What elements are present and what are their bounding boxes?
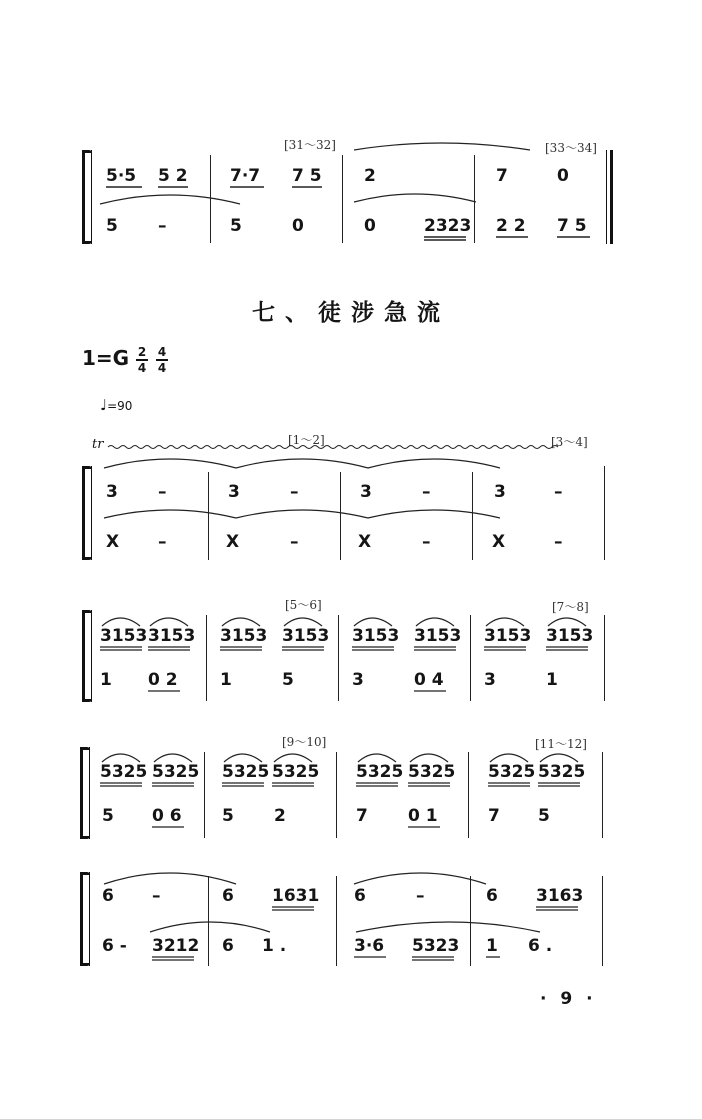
note: 3 xyxy=(360,482,372,502)
note: 7 xyxy=(496,166,508,186)
note: – xyxy=(290,532,299,552)
note: X xyxy=(492,532,506,552)
note: – xyxy=(290,482,299,502)
rehearsal-mark-7-8: [7～8] xyxy=(552,600,589,614)
section-title: 七、徒涉急流 xyxy=(252,300,450,326)
note: 3153 xyxy=(352,626,400,646)
slur xyxy=(490,754,528,762)
slur xyxy=(100,195,240,204)
note: 7·7 xyxy=(230,166,261,186)
note: – xyxy=(158,216,167,236)
note: 0 4 xyxy=(414,670,444,690)
rehearsal-mark-5-6: [5～6] xyxy=(285,598,322,612)
note: X xyxy=(106,532,120,552)
note: 7 5 xyxy=(557,216,587,236)
note: 3 xyxy=(228,482,240,502)
slur xyxy=(274,754,312,762)
note: 5325 xyxy=(152,762,200,782)
note: 6 xyxy=(354,886,366,906)
note: 5 xyxy=(222,806,234,826)
note: 1 xyxy=(220,670,232,690)
rehearsal-mark-1-2: [1～2] xyxy=(288,433,325,447)
page-number: · 9 · xyxy=(540,989,597,1009)
slur xyxy=(354,194,476,202)
slur xyxy=(102,754,140,762)
time-sig-numerator: 4 xyxy=(157,345,167,359)
note: – xyxy=(422,532,431,552)
slur xyxy=(358,754,396,762)
time-sig-denominator: 4 xyxy=(137,361,147,375)
note: 5325 xyxy=(272,762,320,782)
note: 1 xyxy=(100,670,112,690)
slur xyxy=(224,754,262,762)
slur xyxy=(104,459,236,468)
slur xyxy=(284,618,322,626)
slur xyxy=(104,510,236,518)
note: X xyxy=(226,532,240,552)
time-sig-denominator: 4 xyxy=(157,361,167,375)
note: – xyxy=(554,482,563,502)
note: 2 xyxy=(364,166,376,186)
note: 6 - xyxy=(102,936,127,956)
rehearsal-mark-3-4: [3～4] xyxy=(551,435,588,449)
slur xyxy=(236,459,368,468)
trill-wave xyxy=(108,446,558,449)
slur xyxy=(104,873,236,884)
note: 3 xyxy=(352,670,364,690)
note: 6 . xyxy=(528,936,553,956)
slur xyxy=(354,618,392,626)
note: 6 xyxy=(222,936,234,956)
tempo-value: =90 xyxy=(107,399,133,413)
note: 1 . xyxy=(262,936,287,956)
note: 6 xyxy=(222,886,234,906)
double-underlines xyxy=(100,783,580,827)
note: 5325 xyxy=(356,762,404,782)
note: 0 xyxy=(557,166,569,186)
rehearsal-mark-33-34: [33～34] xyxy=(545,141,597,155)
note: 0 6 xyxy=(152,806,182,826)
note: 2323 xyxy=(424,216,472,236)
note: – xyxy=(554,532,563,552)
note: 5325 xyxy=(538,762,586,782)
trill-mark: tr xyxy=(92,437,104,452)
note: 7 xyxy=(356,806,368,826)
note: 5 xyxy=(230,216,242,236)
note: 5·5 xyxy=(106,166,137,186)
slur xyxy=(548,618,586,626)
note: 6 xyxy=(102,886,114,906)
rehearsal-mark-9-10: [9～10] xyxy=(282,735,327,749)
slur xyxy=(416,618,454,626)
rehearsal-mark-11-12: [11～12] xyxy=(535,737,587,751)
rehearsal-mark-31-32: [31～32] xyxy=(284,138,336,152)
note: 3153 xyxy=(100,626,148,646)
note: 3 xyxy=(494,482,506,502)
note: 1 xyxy=(546,670,558,690)
note: 5 xyxy=(282,670,294,690)
note: 5325 xyxy=(222,762,270,782)
note: 5323 xyxy=(412,936,460,956)
note: 3212 xyxy=(152,936,200,956)
note: 3 xyxy=(484,670,496,690)
note: 7 xyxy=(488,806,500,826)
note: – xyxy=(152,886,161,906)
note: – xyxy=(416,886,425,906)
slur xyxy=(150,922,270,932)
slur xyxy=(356,922,540,932)
note: 5325 xyxy=(408,762,456,782)
note: 3153 xyxy=(414,626,462,646)
note: 3153 xyxy=(546,626,594,646)
slur xyxy=(154,754,192,762)
note: 0 xyxy=(292,216,304,236)
note: 3153 xyxy=(282,626,330,646)
slur xyxy=(150,618,188,626)
note: 5 2 xyxy=(158,166,188,186)
note: 0 xyxy=(364,216,376,236)
double-underlines xyxy=(100,647,588,691)
slur xyxy=(368,459,500,468)
note: X xyxy=(358,532,372,552)
slur xyxy=(540,754,578,762)
quarter-note-icon: ♩ xyxy=(100,396,108,414)
note: 3153 xyxy=(148,626,196,646)
time-sig-numerator: 2 xyxy=(137,345,147,359)
note: 1631 xyxy=(272,886,320,906)
slur xyxy=(486,618,524,626)
note: 7 5 xyxy=(292,166,322,186)
slur xyxy=(368,510,500,518)
note: 3·6 xyxy=(354,936,385,956)
note: – xyxy=(158,482,167,502)
note: 2 xyxy=(274,806,286,826)
slur xyxy=(236,510,368,518)
note: 1 xyxy=(486,936,498,956)
note: 3 xyxy=(106,482,118,502)
underlines xyxy=(152,907,578,960)
note: – xyxy=(158,532,167,552)
slur xyxy=(410,754,448,762)
note: 5 xyxy=(106,216,118,236)
note: 5 xyxy=(538,806,550,826)
note: 0 1 xyxy=(408,806,438,826)
note: – xyxy=(422,482,431,502)
note: 6 xyxy=(486,886,498,906)
slur xyxy=(102,618,140,626)
note: 3153 xyxy=(484,626,532,646)
note: 2 2 xyxy=(496,216,526,236)
key-signature: 1=G xyxy=(82,346,130,370)
note: 0 2 xyxy=(148,670,178,690)
note: 5325 xyxy=(100,762,148,782)
slur xyxy=(222,618,260,626)
slur xyxy=(354,873,486,884)
slur xyxy=(354,143,530,150)
note: 5 xyxy=(102,806,114,826)
note: 3153 xyxy=(220,626,268,646)
note: 3163 xyxy=(536,886,584,906)
note: 5325 xyxy=(488,762,536,782)
